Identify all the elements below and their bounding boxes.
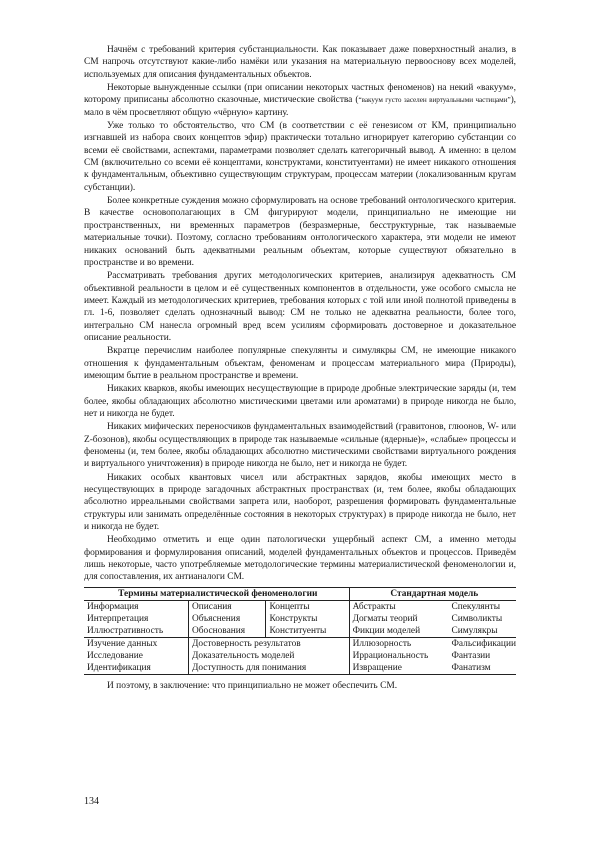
paragraph-2-before: Некоторые вынужденные ссылки (при описании некоторых частных феноменов) на некий «вакуум», которому приписаны абсолютно сказочные, мистические свойства ( <box>84 83 516 106</box>
table-cell: Конституенты <box>266 625 349 638</box>
table-cell: Описания <box>188 600 266 613</box>
page-number: 134 <box>84 796 99 807</box>
table-cell: Догматы теорий <box>349 613 447 625</box>
table-cell: Фантазии <box>451 650 491 661</box>
table-row <box>84 650 516 662</box>
table-row <box>84 637 516 650</box>
table-cell: Изучение данных <box>84 637 188 650</box>
table-cell: Иррациональность <box>349 650 447 662</box>
table-cell: Фальсификации <box>447 637 516 650</box>
table-cell: Спекулянты <box>451 601 501 612</box>
table-cell: Исследование <box>87 650 143 661</box>
table-cell: Абстракты <box>349 600 447 613</box>
table-cell: Извращение <box>349 662 447 675</box>
paragraph-5: Рассматривать требования других методологических критериев, анализируя адекватность СМ объективной реальности в целом и её существенных компонентов в отдельности, уже особого смысла не имеет. Каждый из методологических критериев, требования которых с той или иной полнотой приведены в гл. 1-6, позволяет сделать однозначный вывод: СМ не только не адекватна реальности, более того, интегрально СМ нанесла огромный вред всем усилиям сформировать достоверное и доказательное описание реальности. <box>84 271 516 343</box>
paragraph-8: Никаких мифических переносчиков фундаментальных взаимодействий (гравитонов, глюонов, W- или Z-бозонов), якобы осуществляющих в природе так называемые «сильные (ядерные)», «слабые» процессы и феномены (и, тем более, якобы обладающих абсолютно мистическими свойствами виртуального рождения и виртуального уничтожения) в природе никогда не было, нет и никогда не будет. <box>84 422 516 470</box>
conclusion-line: И поэтому, в заключение: что принципиально не может обеспечить СМ. <box>107 680 398 691</box>
paragraph-2 <box>84 82 516 119</box>
table-cell: Доступность для понимания <box>188 662 349 675</box>
table-cell: Обоснования <box>188 625 266 638</box>
paragraph-1: Начнём с требований критерия субстанциальности. Как показывает даже поверхностный анализ, в СМ напрочь отсутствуют какие-либо намёки или указания на материальную первооснову всех моделей, используемых для описания фундаментальных объектов. <box>84 45 516 80</box>
table-cell: Интерпретация <box>87 613 149 624</box>
table-cell: Фанатизм <box>447 662 516 675</box>
table-row <box>84 600 516 613</box>
table-cell: Идентификация <box>84 662 188 675</box>
page-body <box>84 44 516 692</box>
table-cell: Конструкты <box>266 613 349 625</box>
table-header-row <box>84 587 516 600</box>
table-cell: Объяснения <box>188 613 266 625</box>
table-cell: Информация <box>87 601 139 612</box>
table-cell: Иллюзорность <box>349 637 447 650</box>
paragraph-6: Вкратце перечислим наиболее популярные спекулянты и симулякры СМ, не имеющие никакого отношения к фундаментальным объектам, феноменам и процессам материального мира (Природы), имеющим бытие в реальном пространстве и времени. <box>84 346 516 381</box>
table-row <box>84 613 516 625</box>
table-cell: Фикции моделей <box>349 625 447 638</box>
paragraph-7: Никаких кварков, якобы имеющих несуществующие в природе дробные электрические заряды (и, тем более, якобы обладающих абсолютно мистическими цветами или ароматами) в природе никогда не было, нет и никогда не будет. <box>84 384 516 419</box>
table-row <box>84 662 516 675</box>
paragraph-4: Более конкретные суждения можно сформулировать на основе требований онтологического критерия. В качестве основополагающих в СМ фигурируют модели, принципиально не имеющие ни пространственных, ни временных параметров (безразмерные, бесструктурные, так называемые материальные точки). Поэтому, согласно требованиям онтологического характера, эти модели не имеют никаких оснований быть адекватными реальным объектам, которые существуют обязательно в пространстве и во времени. <box>84 196 516 268</box>
table-cell: Концепты <box>266 600 349 613</box>
paragraph-3: Уже только то обстоятельство, что СМ (в соответствии с её генезисом от КМ, принципиально изгнавшей из набора своих концептов эфир) практически тотально игнорирует категорию субстанции со всеми её свойствами, аспектами, параметрами позволяет сделать категоричный вывод. А именно: в целом СМ (включительно со всеми её концептами, конструктами, конституентами) не имеет никакого отношения к фундаментальным, объективно существующим структурам, процессам материи (локализованным кругам субстанции). <box>84 121 516 193</box>
table-cell: Доказательность моделей <box>188 650 349 662</box>
header-materialist: Термины материалистической феноменологии <box>84 587 349 600</box>
paragraph-2-quote: “вакуум густо заселен виртуальными частицами” <box>358 96 511 105</box>
header-standard-model: Стандартная модель <box>349 587 516 600</box>
table-cell: Иллюстративность <box>87 625 164 636</box>
paragraph-10: Необходимо отметить и еще один патологически ущербный аспект СМ, а именно методы формирования и формулирования описаний, моделей фундаментальных объектов и процессов. Приведём лишь некоторые, часто употребляемые методологические термины материалистической феноменологии и, для сопоставления, их антианалоги СМ. <box>84 535 516 583</box>
table-cell: Символикты <box>451 613 503 624</box>
terms-table <box>84 587 516 675</box>
table-cell: Достоверность результатов <box>188 637 349 650</box>
paragraph-9: Никаких особых квантовых чисел или абстрактных зарядов, якобы имеющих место в несуществующих в природе загадочных абстрактных пространствах (и, тем более, якобы обладающих абсолютно ирреальными свойствами запрета или, наоборот, разрешения формировать фундаментальные структуры или занимать определённые состояния в некоторых структурах) в природе никогда не было, нет и никогда не будет. <box>84 472 516 533</box>
table-row <box>84 625 516 638</box>
paragraph-2-after: ), мало в чём просветляют общую «чёрную» картину. <box>84 95 516 118</box>
table-cell: Симулякры <box>451 625 498 636</box>
